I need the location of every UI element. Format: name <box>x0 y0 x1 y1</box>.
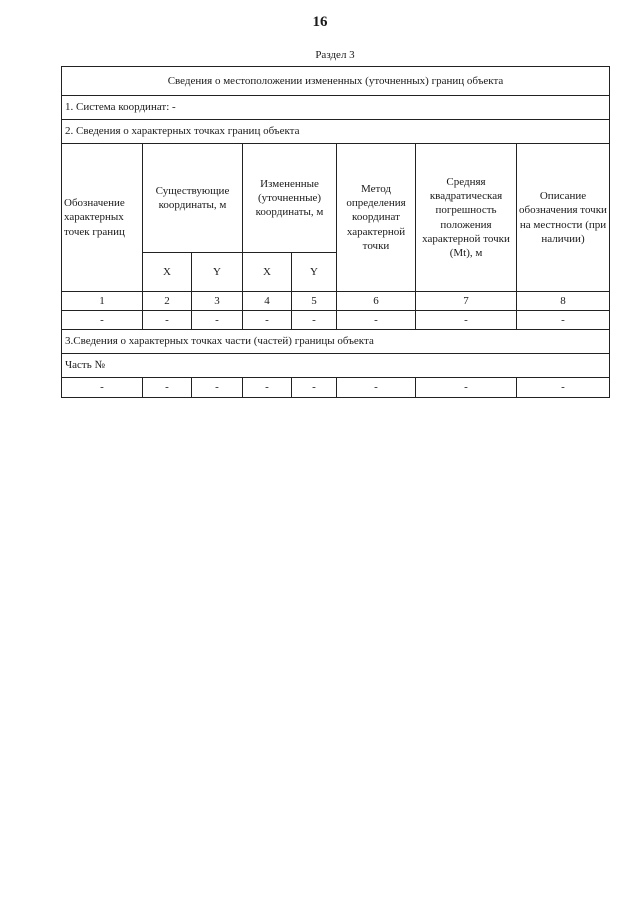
header-method: Метод определения координат характерной точки <box>337 144 416 292</box>
table-cell: - <box>292 378 337 398</box>
table-cell: - <box>243 311 292 330</box>
table-cell: - <box>416 378 517 398</box>
parts-heading-row: 3.Сведения о характерных точках части (частей) границы объекта <box>62 330 610 354</box>
header-x-changed: X <box>243 253 292 292</box>
table-cell: - <box>143 311 192 330</box>
table-cell: - <box>62 378 143 398</box>
table-cell: - <box>192 378 243 398</box>
table-cell: - <box>337 311 416 330</box>
table-row <box>62 378 610 398</box>
header-error: Средняя квадратическая погрешность положения характерной точки (Mt), м <box>416 144 517 292</box>
table-cell: - <box>416 311 517 330</box>
header-y-existing: Y <box>192 253 243 292</box>
page-number: 16 <box>312 14 328 30</box>
table-title: Сведения о местоположении измененных (уточненных) границ объекта <box>62 67 610 96</box>
header-existing-coords: Существующие координаты, м <box>143 144 243 253</box>
column-number: 5 <box>292 292 337 311</box>
column-number: 3 <box>192 292 243 311</box>
section-label: Раздел 3 <box>315 49 355 61</box>
column-number: 2 <box>143 292 192 311</box>
column-number: 8 <box>517 292 610 311</box>
header-description: Описание обозначения точки на местности (при наличии) <box>517 144 610 292</box>
table-cell: - <box>192 311 243 330</box>
column-numbers-row <box>62 292 610 311</box>
boundary-points-table <box>61 66 610 398</box>
table-cell: - <box>143 378 192 398</box>
table-cell: - <box>337 378 416 398</box>
header-y-changed: Y <box>292 253 337 292</box>
table-cell: - <box>243 378 292 398</box>
table-cell: - <box>292 311 337 330</box>
header-changed-coords: Измененные (уточненные) координаты, м <box>243 144 337 253</box>
table-row <box>62 311 610 330</box>
column-number: 6 <box>337 292 416 311</box>
table-cell: - <box>62 311 143 330</box>
table-cell: - <box>517 378 610 398</box>
column-number: 1 <box>62 292 143 311</box>
header-x-existing: X <box>143 253 192 292</box>
column-number: 7 <box>416 292 517 311</box>
coordinate-system-row: 1. Система координат: - <box>62 96 610 120</box>
table-cell: - <box>517 311 610 330</box>
points-heading-row: 2. Сведения о характерных точках границ объекта <box>62 120 610 144</box>
column-number: 4 <box>243 292 292 311</box>
part-number-row: Часть № <box>62 354 610 378</box>
header-designation: Обозначение характерных точек границ <box>62 144 143 292</box>
